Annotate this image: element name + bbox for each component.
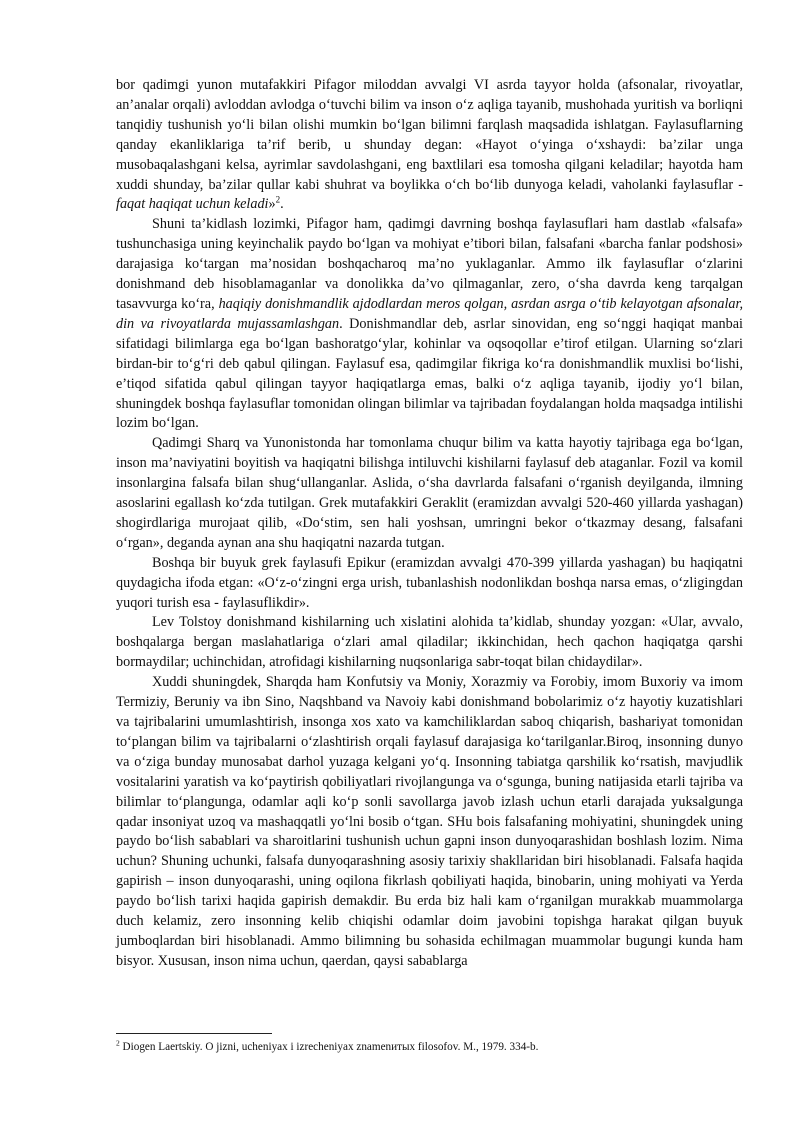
text-run: Lev Tolstoy donishmand kishilarning uch xislatini alohida ta’kidlab, shunday yozgan: «Ular, avvalo, boshqalarga bergan maslahatlariga o‘zlari amal qiladilar; ikkinchidan, hech qachon haqiqatga qarshi bormaydilar; uchinchidan, atrofidagi kishilarning nuqsonlariga sabr-toqat bilan chidaydilar». xyxy=(116,614,743,671)
text-run: Shuni ta’kidlash lozimki, Pifagor ham, qadimgi davrning boshqa faylasuflari ham dastlab «falsafa» tushunchasiga uning keyinchalik paydo bo‘lgan va mohiyat e’tibori bilan, falsafani «barcha fanlar podshosi» darajasiga ko‘targan ma’nosidan boshqacharoq ma’no yuklaganlar. Ammo ilk faylasuflar o‘zlarini donishmand deb hisoblamaganlar va donolikka da’vo qilmaganlar, zero, o‘sha davrda keng tarqalgan tasavvurga ko‘ra, xyxy=(116,216,743,312)
footnote-ref: 2 xyxy=(275,194,281,205)
text-run: Boshqa bir buyuk grek faylasufi Epikur (eramizdan avvalgi 470-399 yillarda yashagan) bu haqiqatni quydagicha ifoda etgan: «O‘z-o‘zingni erga urish, tubanlashish nodonlikdan boshqa narsa emas, o‘zligingdan yuqori turish esa - faylasuflikdir». xyxy=(116,554,743,611)
text-run: » xyxy=(268,196,276,213)
paragraph xyxy=(116,76,743,215)
paragraph xyxy=(116,434,743,553)
paragraph xyxy=(116,613,743,673)
footnote-mark: 2 xyxy=(116,1038,120,1048)
paragraph xyxy=(116,673,743,972)
paragraph xyxy=(116,215,743,434)
footnote-text: Diogen Laertskiy. O jizni, ucheniyax i izrecheniyax znamenитых filosofov. M., 1979. 334-b. xyxy=(119,1041,539,1053)
text-run: Xuddi shuningdek, Sharqda ham Konfutsiy va Moniy, Xorazmiy va Forobiy, imom Buxoriy va imom Termiziy, Beruniy va ibn Sino, Naqshband va Navoiy kabi donishmand bobolarimiz o‘z hayotiy kuzatishlari va tajribalarini umumlashtirish, insonga xos xato va kamchiliklardan saboq chiqarish, bashariyat tomonidan to‘plangan bilim va tajribalarni o‘zlashtirish orqali faylasuf darajasiga ko‘tarilganlar.Biroq, insonning dunyo va o‘ziga bunday munosabat darhol yuzaga kelgani yo‘q. Insonning tabiatga qarshilik ko‘rsatish, mavjudlik vositalarini yaratish va ko‘paytirish qobiliyatlari rivojlangunga va o‘sgunga, buning natijasida etarli tajriba va bilimlar to‘plangunga, odamlar aqli ko‘p sonli savollarga javob izlash uchun etarli darajada yuksalgunga qadar insoniyat uzoq va mashaqqatli yo‘lni bosib o‘tgan. SHu bois falsafaning mohiyatini, shuningdek uning paydo bo‘lish sabablari va sharoitlarini tushunish uchun gapni inson dunyoqarashidan boshlash lozim. Nima uchun? Shuning uchunki, falsafa dunyoqarashning asosiy tarixiy shakllaridan biri hisoblanadi. Falsafa haqida gapirish – inson dunyoqarashi, uning oqilona fikrlash qobiliyati haqida, binobarin, uning mohiyati va Yerda paydo bo‘lish tarixi haqida gapirish demakdir. Bu erda biz hali kam o‘rganilgan murakkab muammolarga duch kelamiz, zero insonning kelib chiqishi odamlar doim javobini topishga harakat qilgan buyuk jumboqlardan biri hisoblanadi. Ammo bilimning bu sohasida echilmagan muammolar bugungi kunda ham bisyor. Xususan, inson nima uchun, qaerdan, qaysi sabablarga xyxy=(116,674,743,969)
text-run: . xyxy=(280,196,284,213)
body-text xyxy=(116,76,743,972)
text-run: Qadimgi Sharq va Yunonistonda har tomonlama chuqur bilim va katta hayotiy tajribaga ega bo‘lgan, inson ma’naviyatini boyitish va haqiqatni bilishga intiluvchi kishilarni faylasuf deb ataganlar. Fozil va komil insonlargina falsafa bilan shug‘ullanganlar. Aslida, o‘sha davrlarda falsafani o‘rganish deyilganda, ilmning asoslarini egallash ko‘zda tutilgan. Grek mutafakkiri Geraklit (eramizdan avvalgi 520-460 yillarda yashagan) shogirdlariga murojaat qilib, «Do‘stim, sen hali yoshsan, umringni bekor o‘tkazmay desang, falsafani o‘rgan», deganda aynan ana shu haqiqatni nazarda tutgan. xyxy=(116,435,743,551)
footnote-separator xyxy=(116,1033,272,1034)
text-run: . Donishmandlar deb, asrlar sinovidan, eng so‘nggi haqiqat manbai sifatidagi bilimlarga ega bo‘lgan bashoratgo‘ylar, kohinlar va oqsoqollar e’tirof etilgan. Ularning so‘zlari birdan-bir to‘g‘ri deb qabul qilingan. Faylasuf esa, qadimgilar fikriga ko‘ra donishmandlik muxlisi bo‘lishi, e’tiqod sifatida qabul qilingan tayyor haqiqatlarga emas, balki o‘z aqliga tayanib, ijodiy yo‘l bilan, shuningdek boshqa faylasuflar tomonidan olingan bilimlar va tajribadan foydalangan holda maqsadga intilishi lozim bo‘lgan. xyxy=(116,315,743,432)
italic-text: haqiqiy donishmandlik ajdodlardan meros qolgan, asrdan asrga o‘tib kelayotgan afsonalar, din va rivoyatlarda mujassamlashgan xyxy=(116,295,743,332)
paragraph xyxy=(116,554,743,614)
text-run: bor qadimgi yunon mutafakkiri Pifagor miloddan avvalgi VI asrda tayyor holda (afsonalar, rivoyatlar, an’analar orqali) avloddan avlodga o‘tuvchi bilim va inson o‘z aqliga tayanib, mushohada yuritish va borliqni tanqidiy tushunish yo‘li bilan olishi mumkin bo‘lgan bilimni farqlash maqsadida ishlatgan. Faylasuflarning qanday ekanliklariga ta’rif berib, u shunday degan: «Hayot o‘yinga o‘xshaydi: ba’zilar unga musobaqalashgani kelsa, ayrimlar savdolashgani, eng baxtlilari esa tomosha qilgani keladilar; hayotda ham xuddi shunday, ba’zilar qullar kabi shuhrat va boylikka o‘ch bo‘lib dunyoga keladi, vaholanki faylasuflar - xyxy=(116,77,743,193)
footnote xyxy=(116,1040,743,1054)
italic-text: faqat haqiqat uchun keladi xyxy=(116,196,269,213)
